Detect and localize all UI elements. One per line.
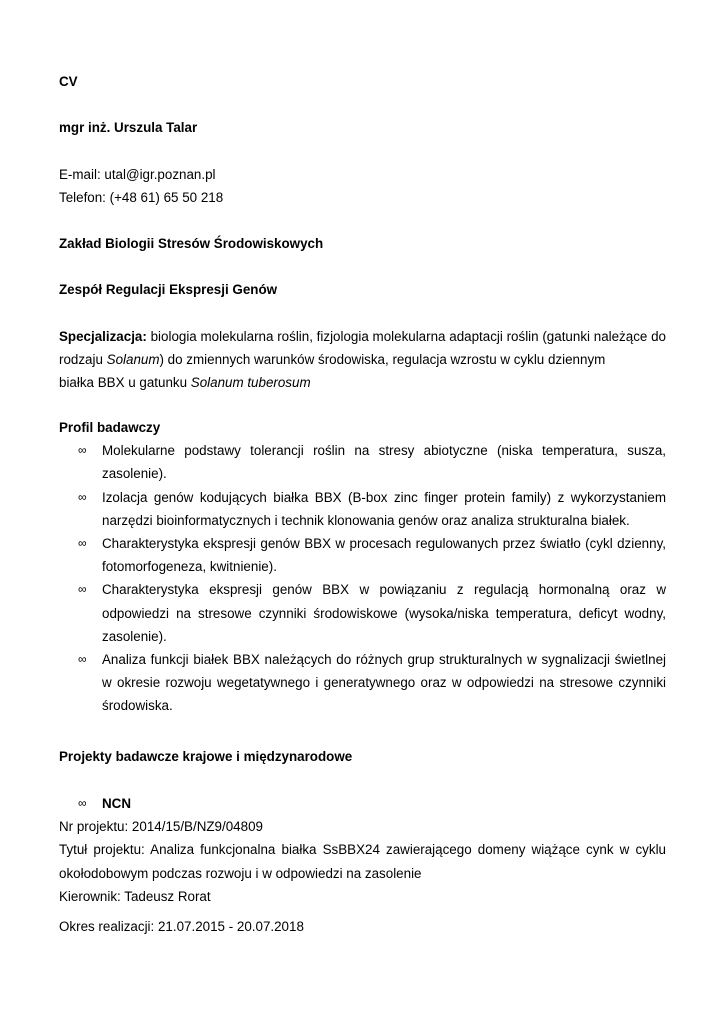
email-line: E-mail: utal@igr.poznan.pl	[59, 167, 216, 182]
document-title: CV	[59, 74, 78, 89]
infinity-bullet-icon: ∞	[78, 582, 87, 597]
project-title: Tytuł projektu: Analiza funkcjonalna białka SsBBX24 zawierającego domeny wiążące cynk w cyklu okołodobowym podczas rozwoju i w odpowiedzi na zasolenie	[59, 842, 666, 881]
phone-line: Telefon: (+48 61) 65 50 218	[59, 190, 224, 206]
research-profile-heading: Profil badawczy	[59, 420, 161, 435]
research-profile-list	[59, 439, 666, 717]
research-profile-section	[59, 416, 666, 718]
specialization-text-3: białka BBX u gatunku	[59, 375, 191, 391]
ncn-label: NCN	[102, 796, 132, 811]
list-item	[59, 439, 666, 485]
ncn-project-block	[59, 792, 666, 938]
specialization-text-1: biologia molekularna roślin, fizjologia molekularna adaptacji roślin (gatunki należące do rodzaju	[59, 329, 666, 368]
specialization-line-3	[59, 371, 666, 394]
project-period: Okres realizacji: 21.07.2015 - 20.07.2018	[59, 919, 304, 935]
list-item	[59, 578, 666, 648]
person-name: mgr inż. Urszula Talar	[59, 120, 198, 135]
department-name: Zakład Biologii Stresów Środowiskowych	[59, 236, 324, 251]
list-item-text: Charakterystyka ekspresji genów BBX w powiązaniu z regulacją hormonalną oraz w odpowiedzi na stresowe czynniki środowiskowe (wysoka/niska temperatura, deficyt wodny, zasolenie).	[102, 582, 666, 644]
list-item	[59, 532, 666, 578]
projects-heading: Projekty badawcze krajowe i międzynarodowe	[59, 749, 353, 764]
infinity-bullet-icon: ∞	[78, 536, 87, 551]
specialization-block	[59, 325, 666, 395]
list-item-text: Charakterystyka ekspresji genów BBX w procesach regulowanych przez światło (cykl dzienny, fotomorfogeneza, kwitnienie).	[102, 536, 666, 575]
specialization-text-2: ) do zmiennych warunków środowiska, regulacja wzrostu w cyklu dziennym	[159, 352, 606, 368]
list-item	[59, 486, 666, 532]
infinity-bullet-icon: ∞	[78, 443, 87, 458]
ncn-heading	[59, 792, 666, 815]
infinity-bullet-icon: ∞	[78, 796, 87, 810]
team-name: Zespół Regulacji Ekspresji Genów	[59, 282, 278, 297]
list-item-text: Molekularne podstawy tolerancji roślin na stresy abiotyczne (niska temperatura, susza, zasolenie).	[102, 443, 666, 482]
specialization-text	[59, 325, 666, 371]
list-item-text: Analiza funkcji białek BBX należących do różnych grup strukturalnych w sygnalizacji świetlnej w okresie rozwoju wegetatywnego i generatywnego oraz w odpowiedzi na stresowe czynniki środowiska.	[102, 652, 666, 714]
specialization-species: Solanum tuberosum	[190, 375, 311, 391]
project-number: Nr projektu: 2014/15/B/NZ9/04809	[59, 819, 263, 835]
list-item-text: Izolacja genów kodujących białka BBX (B-box zinc finger protein family) z wykorzystaniem narzędzi bioinformatycznych i technik klonowania genów oraz analiza strukturalna białek.	[102, 489, 666, 528]
specialization-genus: Solanum	[106, 352, 160, 368]
contact-block	[59, 163, 223, 209]
infinity-bullet-icon: ∞	[78, 489, 87, 504]
list-item	[59, 648, 666, 718]
specialization-label: Specjalizacja:	[59, 329, 147, 344]
project-manager: Kierownik: Tadeusz Rorat	[59, 888, 211, 904]
infinity-bullet-icon: ∞	[78, 652, 87, 667]
